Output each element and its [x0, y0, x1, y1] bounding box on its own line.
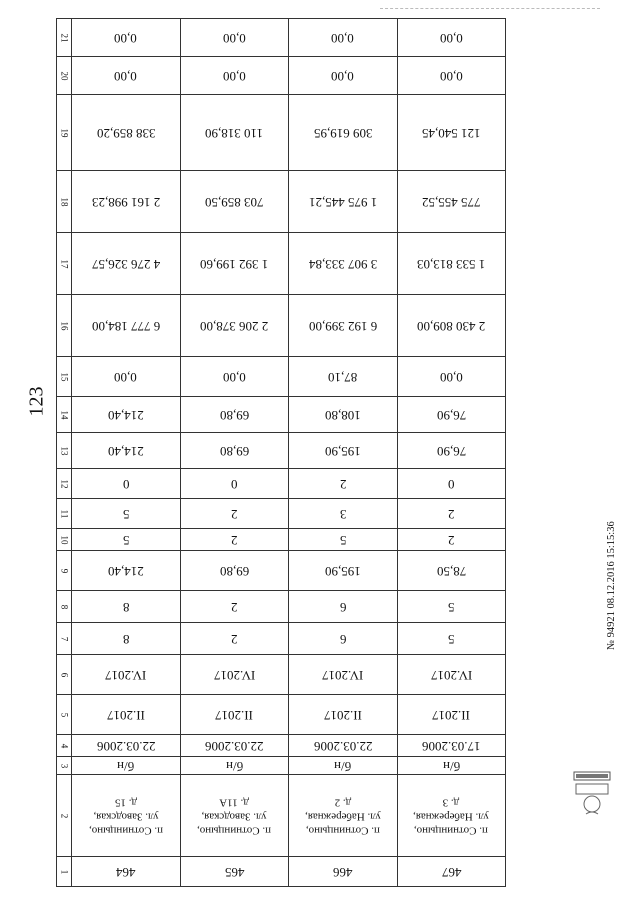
table-cell	[72, 775, 181, 857]
cell-value: 0	[122, 476, 129, 492]
table-cell	[397, 735, 506, 757]
table-cell	[397, 529, 506, 551]
column-number-text: 10	[59, 535, 69, 544]
cell-value: II.2017	[106, 707, 145, 723]
column-number	[57, 623, 72, 655]
cell-value: 466	[333, 864, 353, 880]
table-cell	[397, 469, 506, 499]
column-number	[57, 499, 72, 529]
cell-value: 6 192 399,00	[308, 318, 377, 334]
column-number-text: 3	[59, 763, 69, 768]
table-cell	[397, 397, 506, 433]
table-cell	[397, 695, 506, 735]
table-cell	[289, 551, 398, 591]
cell-value: 5	[448, 599, 455, 615]
cell-value: 2 206 378,00	[200, 318, 269, 334]
cell-value: 0,00	[331, 68, 355, 84]
table-band-col-8	[57, 591, 506, 623]
cell-value: 5	[122, 506, 129, 522]
cell-value: 5	[448, 631, 455, 647]
column-number-text: 16	[59, 321, 69, 330]
table-cell	[289, 857, 398, 887]
cell-value: 1 392 199,60	[200, 256, 269, 272]
cell-value: 775 455,52	[422, 194, 481, 210]
cell-value: 4 276 326,57	[91, 256, 160, 272]
table-cell	[289, 695, 398, 735]
table-cell	[180, 735, 289, 757]
cell-value: 467	[441, 864, 461, 880]
cell-value: 1 533 813,03	[417, 256, 486, 272]
cell-value: 0,00	[114, 369, 138, 385]
table-cell	[289, 775, 398, 857]
cell-value: 2 430 809,00	[417, 318, 486, 334]
column-number-text: 9	[59, 568, 69, 573]
table-cell	[397, 357, 506, 397]
cell-value: 0,00	[114, 68, 138, 84]
table-cell	[289, 295, 398, 357]
column-number	[57, 551, 72, 591]
table-cell	[289, 397, 398, 433]
cell-value: б/н	[334, 758, 352, 774]
cell-value: 8	[122, 631, 129, 647]
table-cell	[397, 591, 506, 623]
table-cell	[397, 19, 506, 57]
cell-value: 0,00	[331, 30, 355, 46]
cell-value: II.2017	[432, 707, 471, 723]
cell-value: 78,50	[436, 563, 466, 579]
top-scan-line	[380, 8, 600, 11]
cell-value: 0,00	[439, 30, 463, 46]
column-number-text: 17	[59, 259, 69, 268]
table-cell	[180, 433, 289, 469]
cell-value: 0,00	[222, 369, 246, 385]
table-cell	[289, 469, 398, 499]
column-number-text: 18	[59, 197, 69, 206]
cell-value: б/н	[117, 758, 135, 774]
cell-value: 0,00	[222, 68, 246, 84]
column-number	[57, 433, 72, 469]
table-band-col-14	[57, 397, 506, 433]
column-number	[57, 19, 72, 57]
table-cell	[180, 857, 289, 887]
table-cell	[397, 757, 506, 775]
cell-value: 22.03.2006	[313, 738, 372, 754]
table-cell	[72, 233, 181, 295]
column-number	[57, 757, 72, 775]
table-cell	[180, 499, 289, 529]
table-cell	[72, 433, 181, 469]
column-number-text: 7	[59, 636, 69, 641]
cell-value: 5	[339, 532, 346, 548]
table-cell	[289, 655, 398, 695]
table-cell	[180, 775, 289, 857]
column-number-text: 19	[59, 128, 69, 137]
cell-value: IV.2017	[322, 667, 364, 683]
cell-value: 6	[339, 599, 346, 615]
table-band-col-7	[57, 623, 506, 655]
cell-value: 87,10	[328, 369, 358, 385]
cell-value: 6 777 184,00	[91, 318, 160, 334]
table-cell	[180, 551, 289, 591]
table-cell	[397, 233, 506, 295]
table-band-col-10	[57, 529, 506, 551]
cell-value: 309 619,95	[313, 125, 372, 141]
table-cell	[289, 19, 398, 57]
cell-value: 69,80	[219, 563, 249, 579]
table-cell	[289, 171, 398, 233]
column-number	[57, 295, 72, 357]
cell-value: 17.03.2006	[422, 738, 481, 754]
cell-value: 8	[122, 599, 129, 615]
table-cell	[72, 469, 181, 499]
cell-value: 0,00	[114, 30, 138, 46]
table-band-col-19	[57, 95, 506, 171]
column-number-text: 5	[59, 712, 69, 717]
cell-value: 2	[448, 532, 455, 548]
cell-value: б/н	[225, 758, 243, 774]
column-number-text: 8	[59, 604, 69, 609]
table-cell	[397, 295, 506, 357]
cell-value: 76,90	[436, 407, 466, 423]
cell-value: 0	[231, 476, 238, 492]
table-cell	[72, 95, 181, 171]
column-number	[57, 95, 72, 171]
cell-value: 2	[339, 476, 346, 492]
table-cell	[180, 171, 289, 233]
cell-value: п. Сотнинцыно, ул. Набережная, д. 2	[304, 796, 381, 837]
table-cell	[180, 591, 289, 623]
table-cell	[397, 171, 506, 233]
cell-value: 214,40	[107, 563, 144, 579]
cell-value: 214,40	[107, 443, 144, 459]
table-cell	[180, 233, 289, 295]
table-cell	[289, 95, 398, 171]
cell-value: 0,00	[222, 30, 246, 46]
cell-value: п. Сотнинцыно, ул. Набережная, д. 3	[413, 796, 490, 837]
column-number	[57, 695, 72, 735]
cell-value: 2	[231, 599, 238, 615]
table-band-col-5	[57, 695, 506, 735]
cell-value: п. Сотнинцыно, ул. Заводская, д. 15	[88, 796, 163, 837]
table-cell	[397, 433, 506, 469]
table-cell	[72, 735, 181, 757]
table-cell	[397, 57, 506, 95]
table-cell	[72, 551, 181, 591]
cell-value: 76,90	[436, 443, 466, 459]
cell-value: IV.2017	[105, 667, 147, 683]
table-cell	[72, 19, 181, 57]
table-cell	[72, 655, 181, 695]
column-number-text: 12	[59, 479, 69, 488]
cell-value: 0,00	[439, 68, 463, 84]
column-number	[57, 397, 72, 433]
cell-value: IV.2017	[213, 667, 255, 683]
table-band-col-16	[57, 295, 506, 357]
table-cell	[180, 757, 289, 775]
cell-value: 214,40	[107, 407, 144, 423]
cell-value: 3	[339, 506, 346, 522]
cell-value: 2	[231, 631, 238, 647]
column-number-text: 1	[59, 869, 69, 874]
cell-value: 464	[116, 864, 136, 880]
cell-value: 2	[231, 532, 238, 548]
column-number	[57, 735, 72, 757]
column-number	[57, 529, 72, 551]
table-cell	[289, 623, 398, 655]
table-band-col-17	[57, 233, 506, 295]
table-cell	[180, 95, 289, 171]
table-cell	[397, 623, 506, 655]
table-band-col-20	[57, 57, 506, 95]
table-cell	[397, 95, 506, 171]
table-cell	[289, 591, 398, 623]
table-band-col-18	[57, 171, 506, 233]
cell-value: IV.2017	[430, 667, 472, 683]
table-cell	[72, 57, 181, 95]
cell-value: 3 907 333,84	[308, 256, 377, 272]
cell-value: 465	[224, 864, 244, 880]
cell-value: 108,80	[324, 407, 361, 423]
table-band-col-2	[57, 775, 506, 857]
table-cell	[72, 591, 181, 623]
table-band-col-21	[57, 19, 506, 57]
cell-value: 195,90	[324, 563, 361, 579]
registration-footer: № 94921 08.12.2016 15:15:36	[606, 521, 617, 650]
table-band-col-13	[57, 433, 506, 469]
table-cell	[180, 57, 289, 95]
cell-value: 22.03.2006	[205, 738, 264, 754]
cell-value: 110 318,90	[205, 125, 264, 141]
column-number-text: 20	[59, 71, 69, 80]
registry-grid	[56, 18, 506, 887]
page-number: 123	[25, 386, 48, 417]
column-number	[57, 233, 72, 295]
cell-value: 338 859,20	[96, 125, 155, 141]
table-band-col-1	[57, 857, 506, 887]
table-band-col-6	[57, 655, 506, 695]
column-number-text: 6	[59, 672, 69, 677]
column-number-text: 2	[59, 813, 69, 818]
table-cell	[72, 857, 181, 887]
table-cell	[72, 171, 181, 233]
table-cell	[180, 655, 289, 695]
table-band-col-15	[57, 357, 506, 397]
table-cell	[72, 623, 181, 655]
table-cell	[72, 529, 181, 551]
cell-value: 2	[448, 506, 455, 522]
column-number	[57, 591, 72, 623]
table-cell	[72, 757, 181, 775]
table-cell	[289, 57, 398, 95]
cell-value: 2 161 998,23	[91, 194, 160, 210]
cell-value: 22.03.2006	[96, 738, 155, 754]
cell-value: 69,80	[219, 407, 249, 423]
table-cell	[180, 623, 289, 655]
table-band-col-9	[57, 551, 506, 591]
notary-seal-icon	[572, 770, 612, 820]
table-cell	[397, 857, 506, 887]
table-cell	[289, 735, 398, 757]
cell-value: б/н	[442, 758, 460, 774]
table-cell	[397, 655, 506, 695]
cell-value: 69,80	[219, 443, 249, 459]
column-number	[57, 655, 72, 695]
column-number	[57, 57, 72, 95]
cell-value: 703 859,50	[205, 194, 264, 210]
table-cell	[289, 757, 398, 775]
table-cell	[72, 499, 181, 529]
table-cell	[180, 695, 289, 735]
column-number-text: 14	[59, 410, 69, 419]
column-number	[57, 775, 72, 857]
table-cell	[72, 295, 181, 357]
cell-value: 2	[231, 506, 238, 522]
cell-value: 5	[122, 532, 129, 548]
table-band-col-11	[57, 499, 506, 529]
table-cell	[289, 357, 398, 397]
registry-table	[56, 18, 506, 880]
column-number-text: 4	[59, 743, 69, 748]
table-cell	[397, 775, 506, 857]
table-cell	[180, 529, 289, 551]
cell-value: 1 975 445,21	[308, 194, 377, 210]
column-number	[57, 171, 72, 233]
cell-value: 121 540,45	[422, 125, 481, 141]
table-cell	[180, 397, 289, 433]
table-cell	[289, 433, 398, 469]
table-cell	[180, 295, 289, 357]
cell-value: 0,00	[439, 369, 463, 385]
table-cell	[72, 397, 181, 433]
cell-value: II.2017	[215, 707, 254, 723]
column-number-text: 13	[59, 446, 69, 455]
cell-value: 0	[448, 476, 455, 492]
table-cell	[180, 357, 289, 397]
column-number-text: 11	[58, 509, 69, 518]
table-cell	[180, 469, 289, 499]
column-number-text: 21	[59, 33, 69, 42]
table-cell	[289, 233, 398, 295]
column-number	[57, 357, 72, 397]
table-cell	[72, 357, 181, 397]
cell-value: 6	[339, 631, 346, 647]
column-number	[57, 857, 72, 887]
table-cell	[289, 499, 398, 529]
table-cell	[397, 551, 506, 591]
table-band-col-12	[57, 469, 506, 499]
cell-value: II.2017	[323, 707, 362, 723]
column-number	[57, 469, 72, 499]
table-cell	[72, 695, 181, 735]
table-cell	[289, 529, 398, 551]
table-band-col-4	[57, 735, 506, 757]
table-band-col-3	[57, 757, 506, 775]
table-cell	[180, 19, 289, 57]
cell-value: п. Сотнинцыно, ул. Заводская, д. 11А	[197, 796, 272, 837]
column-number-text: 15	[59, 372, 69, 381]
cell-value: 195,90	[324, 443, 361, 459]
table-cell	[397, 499, 506, 529]
